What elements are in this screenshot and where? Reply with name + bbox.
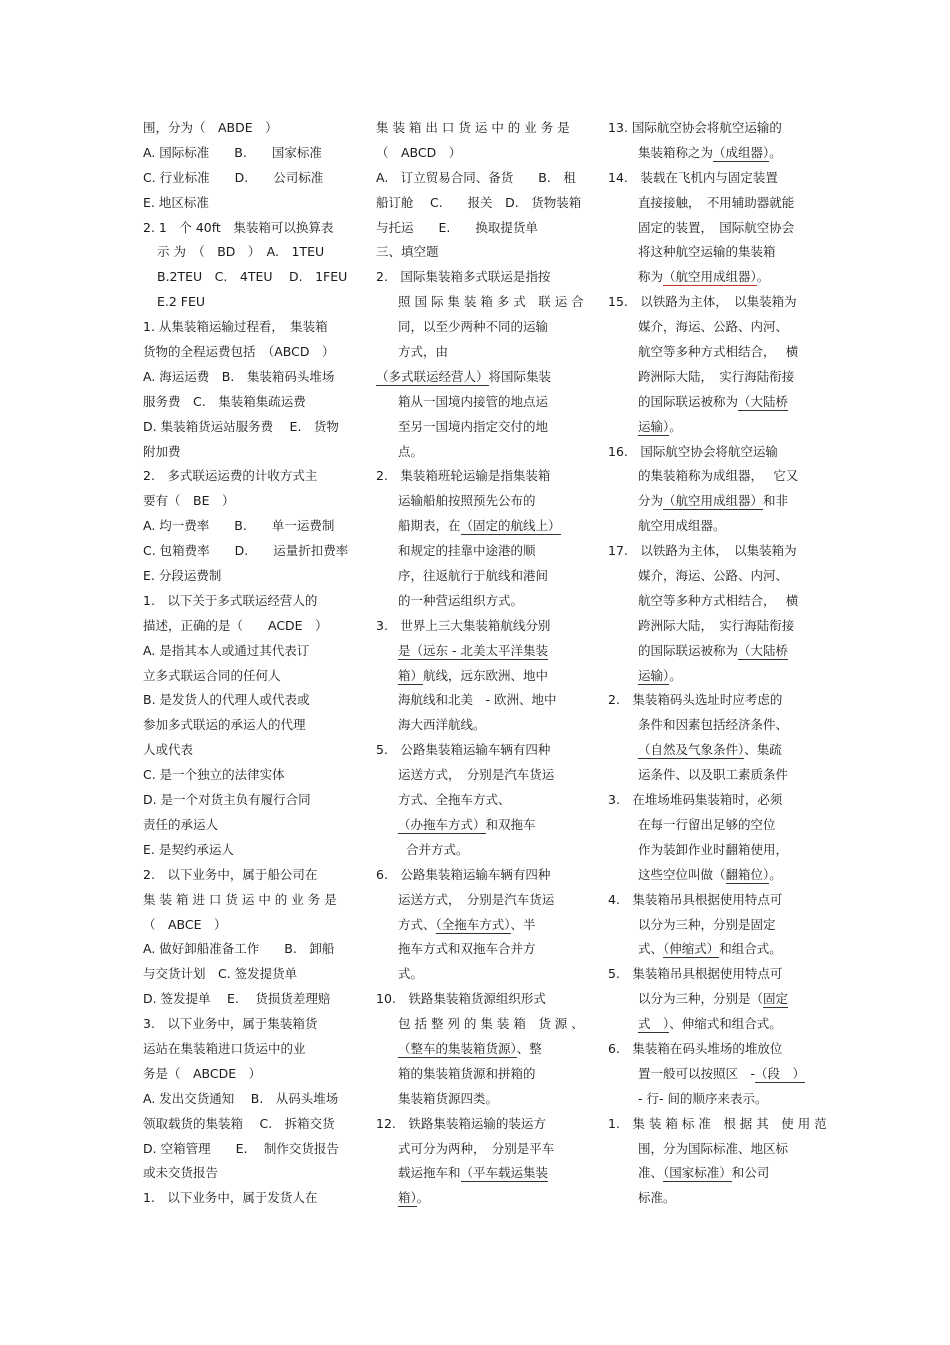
text-line: 5. 公路集装箱运输车辆有四种 bbox=[376, 742, 551, 758]
text-line bbox=[608, 415, 813, 440]
text-line: 媒介，海运、公路、内河、 bbox=[638, 319, 789, 335]
text-line: 式。 bbox=[398, 966, 424, 982]
text-fragment: 称为 bbox=[638, 269, 664, 285]
text-line: 运送方式， 分别是汽车货运 bbox=[398, 767, 555, 783]
text-line: 合并方式。 bbox=[406, 841, 469, 857]
text-line: A. 国际标准 B. 国家标准 bbox=[143, 144, 322, 160]
text-line: A. 是指其本人或通过其代表订 bbox=[143, 642, 310, 658]
text-fragment: 方式、 bbox=[398, 916, 436, 932]
text-line bbox=[376, 639, 581, 664]
answer-blank: （成组器） bbox=[713, 144, 770, 160]
answer-blank: （自然及气象条件） bbox=[638, 742, 745, 758]
text-line: 13. 国际航空协会将航空运输的 bbox=[608, 120, 782, 135]
text-line: 3. 世界上三大集装箱航线分别 bbox=[376, 617, 551, 633]
text-line: 服务费 C. 集装箱集疏运费 bbox=[143, 393, 306, 409]
text-fragment: 、半 bbox=[510, 916, 536, 932]
text-line: 海大西洋航线。 bbox=[398, 717, 486, 733]
text-line: A. 发出交货通知 B. 从码头堆场 bbox=[143, 1090, 339, 1106]
text-line: 务是（ ABCDE ） bbox=[143, 1065, 262, 1081]
text-fragment: 将国际集装 bbox=[488, 368, 552, 384]
text-line: 同，以至少两种不同的运输 bbox=[398, 319, 549, 335]
text-fragment: 、整 bbox=[516, 1040, 542, 1056]
text-line: 标准。 bbox=[638, 1190, 676, 1206]
text-line: （ ABCD ） bbox=[376, 144, 462, 160]
text-fragment: 。 bbox=[669, 418, 682, 434]
text-line: 描述，正确的是（ ACDE ） bbox=[143, 617, 328, 633]
text-line: 照 国 际 集 装 箱 多 式 联 运 合 bbox=[398, 294, 584, 310]
text-line: 2. 以下业务中，属于船公司在 bbox=[143, 866, 318, 882]
text-line: 5. 集装箱吊具根据使用特点可 bbox=[608, 966, 783, 982]
text-line: 的一种营运组织方式。 bbox=[398, 592, 524, 608]
answer-blank: （大陆桥 bbox=[738, 642, 789, 658]
text-line: 航空用成组器。 bbox=[638, 518, 726, 534]
text-line: 点。 bbox=[398, 443, 424, 459]
text-line: 立多式联运合同的任何人 bbox=[143, 667, 281, 683]
answer-blank: 箱） bbox=[398, 1190, 417, 1206]
text-line: 将这种航空运输的集装箱 bbox=[638, 244, 776, 260]
text-line: B.2TEU C. 4TEU D. 1FEU bbox=[157, 269, 348, 285]
text-line: 17. 以铁路为主体， 以集装箱为 bbox=[608, 543, 797, 559]
text-line: 6. 公路集装箱运输车辆有四种 bbox=[376, 866, 551, 882]
text-line: 2. 1 个 40ft 集装箱可以换算表 bbox=[143, 219, 334, 235]
text-line: E. 地区标准 bbox=[143, 194, 209, 210]
text-line: E. 是契约承运人 bbox=[143, 841, 234, 857]
text-line: C. 包箱费率 D. 运量折扣费率 bbox=[143, 543, 349, 559]
text-line: D. 签发提单 E. 货损货差理赔 bbox=[143, 991, 331, 1007]
text-line: 以分为三种，分别是固定 bbox=[638, 916, 776, 932]
text-fragment: 航线，远东欧洲、地中 bbox=[423, 667, 549, 683]
text-fragment: 这些空位叫做（ bbox=[638, 866, 726, 882]
text-line: B. 是发货人的代理人或代表或 bbox=[143, 692, 310, 708]
answer-blank: 式 ） bbox=[638, 1016, 670, 1032]
text-line: 船订舱 C. 报关 D. 货物装箱 bbox=[376, 194, 582, 210]
text-line: 3. 在堆场堆码集装箱时，必须 bbox=[608, 792, 783, 808]
text-line: 方式，由 bbox=[398, 344, 449, 360]
text-fragment: 。 bbox=[769, 866, 782, 882]
answer-blank: 运输） bbox=[638, 667, 670, 683]
text-line: 在每一行留出足够的空位 bbox=[638, 816, 776, 832]
text-line bbox=[608, 141, 813, 166]
text-fragment: 。 bbox=[756, 269, 770, 285]
text-line: 媒介，海运、公路、内河、 bbox=[638, 568, 789, 584]
answer-blank: （航空用成组器） bbox=[663, 493, 764, 509]
answer-blank: （国家标准） bbox=[663, 1165, 732, 1181]
text-line: 1. 从集装箱运输过程看， 集装箱 bbox=[143, 319, 328, 335]
text-line bbox=[608, 1062, 813, 1087]
text-fragment: 置一般可以按照区 - bbox=[638, 1065, 756, 1081]
text-line: 运输船舶按照预先公布的 bbox=[398, 493, 536, 509]
text-line: 箱的集装箱货源和拼箱的 bbox=[398, 1065, 536, 1081]
text-line: 直接接触， 不用辅助器就能 bbox=[638, 194, 795, 210]
answer-blank: 运输） bbox=[638, 418, 670, 434]
text-line: 至另一国境内指定交付的地 bbox=[398, 418, 549, 434]
text-line: A. 订立贸易合同、备货 B. 租 bbox=[376, 169, 576, 185]
text-line: C. 是一个独立的法律实体 bbox=[143, 767, 285, 783]
text-line: 运条件、以及职工素质条件 bbox=[638, 767, 789, 783]
text-line: 固定的装置， 国际航空协会 bbox=[638, 219, 795, 235]
text-line: 2. 集装箱班轮运输是指集装箱 bbox=[376, 468, 551, 484]
text-line: 1. 以下关于多式联运经营人的 bbox=[143, 592, 318, 608]
text-line: 示 为 （ BD ） A. 1TEU bbox=[157, 244, 325, 260]
answer-blank: 箱） bbox=[398, 667, 424, 683]
text-line: 14. 装载在飞机内与固定装置 bbox=[608, 169, 778, 185]
text-line: 围，分为（ ABDE ） bbox=[143, 120, 278, 135]
answer-blank: （多式联运经营人） bbox=[376, 368, 489, 384]
answer-blank: （伸缩式） bbox=[663, 941, 720, 957]
text-line: A. 做好卸船准备工作 B. 卸船 bbox=[143, 941, 335, 957]
text-line: 式可分为两种， 分别是平车 bbox=[398, 1140, 555, 1156]
text-line bbox=[376, 1186, 581, 1211]
text-fragment: 以分为三种，分别是（ bbox=[638, 991, 764, 1007]
text-fragment: 集装箱称之为 bbox=[638, 144, 714, 160]
text-line: D. 集装箱货运站服务费 E. 货物 bbox=[143, 418, 339, 434]
text-line bbox=[608, 1161, 813, 1186]
text-line bbox=[608, 937, 813, 962]
answer-blank: 是（远东 - 北美太平洋集装 bbox=[398, 642, 548, 658]
text-fragment: 。 bbox=[769, 144, 782, 160]
text-line: 包 括 整 列 的 集 装 箱 货 源 、 bbox=[398, 1016, 584, 1032]
text-line: 4. 集装箱吊具根据使用特点可 bbox=[608, 891, 783, 907]
text-fragment: 的国际联运被称为 bbox=[638, 642, 739, 658]
text-fragment: 船期表，在 bbox=[398, 518, 461, 534]
text-line: D. 是一个对货主负有履行合同 bbox=[143, 792, 311, 808]
text-line: 责任的承运人 bbox=[143, 816, 219, 832]
text-line bbox=[608, 987, 813, 1012]
text-fragment: 、伸缩式和组合式。 bbox=[669, 1016, 782, 1032]
answer-blank: （航空用成组器） bbox=[663, 269, 757, 285]
text-line bbox=[608, 489, 813, 514]
text-line: 箱从一国境内接管的地点运 bbox=[398, 393, 549, 409]
text-line: 2. 多式联运运费的计收方式主 bbox=[143, 468, 318, 484]
text-line bbox=[608, 390, 813, 415]
text-line: 集 装 箱 进 口 货 运 中 的 业 务 是 bbox=[143, 891, 337, 907]
column-1 bbox=[143, 116, 348, 1211]
text-line bbox=[376, 813, 581, 838]
section-heading: 三、填空题 bbox=[376, 244, 439, 260]
text-fragment: 分为 bbox=[638, 493, 664, 509]
text-line: 和规定的挂靠中途港的顺 bbox=[398, 543, 536, 559]
text-line: 集装箱货源四类。 bbox=[398, 1090, 499, 1106]
text-fragment: 和双拖车 bbox=[485, 816, 536, 832]
text-line: 的集装箱称为成组器， 它又 bbox=[638, 468, 799, 484]
text-line: 序，往返航行于航线和港间 bbox=[398, 568, 549, 584]
text-line: 或未交货报告 bbox=[143, 1165, 219, 1181]
text-line: 跨洲际大陆， 实行海陆衔接 bbox=[638, 617, 795, 633]
text-line: 附加费 bbox=[143, 443, 181, 459]
text-line: A. 均一费率 B. 单一运费制 bbox=[143, 518, 335, 534]
answer-blank: 翻箱位） bbox=[725, 866, 770, 882]
text-line bbox=[376, 514, 581, 539]
text-line: 围，分为国际标准、地区标 bbox=[638, 1140, 789, 1156]
text-line: （ ABCE ） bbox=[143, 916, 227, 932]
answer-blank: （办拖车方式） bbox=[398, 816, 486, 832]
text-line: 2. 集装箱码头选址时应考虑的 bbox=[608, 692, 783, 708]
text-line: 12. 铁路集装箱运输的装运方 bbox=[376, 1115, 546, 1131]
text-line: 海航线和北美 - 欧洲、地中 bbox=[398, 692, 557, 708]
text-line: - 行- 间的顺序来表示。 bbox=[638, 1090, 768, 1106]
text-line bbox=[608, 863, 813, 888]
text-line: 与托运 E. 换取提货单 bbox=[376, 219, 538, 235]
text-line: 领取载货的集装箱 C. 拆箱交货 bbox=[143, 1115, 335, 1131]
text-line bbox=[376, 1161, 581, 1186]
text-line bbox=[376, 913, 581, 938]
column-2 bbox=[376, 116, 584, 1211]
text-line: 2. 国际集装箱多式联运是指按 bbox=[376, 269, 551, 285]
text-line: 6. 集装箱在码头堆场的堆放位 bbox=[608, 1040, 783, 1056]
text-line: E. 分段运费制 bbox=[143, 568, 222, 584]
answer-blank: （段 ） bbox=[755, 1065, 806, 1081]
text-fragment: 和公司 bbox=[731, 1165, 770, 1181]
text-fragment: 准、 bbox=[638, 1165, 664, 1181]
text-fragment: 式、 bbox=[638, 941, 664, 957]
text-fragment: 、集疏 bbox=[744, 742, 782, 758]
text-line bbox=[376, 664, 581, 689]
text-line: 参加多式联运的承运人的代理 bbox=[143, 717, 306, 733]
answer-blank: （全拖车方式） bbox=[435, 916, 511, 932]
text-fragment: 。 bbox=[416, 1190, 430, 1206]
text-line: 3. 以下业务中，属于集装箱货 bbox=[143, 1016, 318, 1032]
text-line: 航空等多种方式相结合， 横 bbox=[638, 344, 799, 360]
text-line: D. 空箱管理 E. 制作交货报告 bbox=[143, 1140, 339, 1156]
text-line: 拖车方式和双拖车合并方 bbox=[398, 941, 536, 957]
text-line bbox=[608, 265, 813, 290]
answer-blank: （整车的集装箱货源） bbox=[398, 1040, 517, 1056]
text-line bbox=[608, 639, 813, 664]
text-line bbox=[376, 1037, 581, 1062]
text-line bbox=[608, 738, 813, 763]
text-line: 运送方式， 分别是汽车货运 bbox=[398, 891, 555, 907]
answer-blank: （固定的航线上） bbox=[460, 518, 561, 534]
answer-blank: （平车载运集装 bbox=[460, 1165, 549, 1181]
text-line: 与交货计划 C. 签发提货单 bbox=[143, 966, 298, 982]
text-fragment: 和组合式。 bbox=[719, 941, 782, 957]
text-line: 人或代表 bbox=[143, 742, 194, 758]
text-line: 集 装 箱 出 口 货 运 中 的 业 务 是 bbox=[376, 120, 570, 135]
text-line: 16. 国际航空协会将航空运输 bbox=[608, 443, 778, 459]
text-line: E.2 FEU bbox=[157, 294, 206, 310]
text-line: C. 行业标准 D. 公司标准 bbox=[143, 169, 324, 185]
text-line: 航空等多种方式相结合， 横 bbox=[638, 592, 799, 608]
answer-blank: 固定 bbox=[763, 991, 789, 1007]
text-line: 方式、全拖车方式、 bbox=[398, 792, 511, 808]
text-line: 1. 集 装 箱 标 准 根 据 其 使 用 范 bbox=[608, 1115, 827, 1131]
text-line bbox=[608, 1012, 813, 1037]
answer-blank: （大陆桥 bbox=[738, 393, 789, 409]
text-line bbox=[608, 664, 813, 689]
text-fragment: 的国际联运被称为 bbox=[638, 393, 739, 409]
text-line: A. 海运运费 B. 集装箱码头堆场 bbox=[143, 368, 335, 384]
text-fragment: 和非 bbox=[763, 493, 789, 509]
text-line bbox=[376, 365, 581, 390]
text-fragment: 。 bbox=[669, 667, 682, 683]
text-line: 条件和因素包括经济条件、 bbox=[638, 717, 789, 733]
text-line: 运站在集装箱进口货运中的业 bbox=[143, 1040, 306, 1056]
text-line: 货物的全程运费包括 （ABCD ） bbox=[143, 344, 335, 360]
text-line: 跨洲际大陆， 实行海陆衔接 bbox=[638, 368, 795, 384]
text-line: 10. 铁路集装箱货源组织形式 bbox=[376, 991, 546, 1007]
text-line: 15. 以铁路为主体， 以集装箱为 bbox=[608, 294, 797, 310]
text-line: 要有（ BE ） bbox=[143, 493, 235, 509]
column-3 bbox=[608, 116, 827, 1211]
text-line: 1. 以下业务中，属于发货人在 bbox=[143, 1190, 318, 1206]
text-line: 作为装卸作业时翻箱使用， bbox=[638, 841, 789, 857]
text-fragment: 载运拖车和 bbox=[398, 1165, 461, 1181]
